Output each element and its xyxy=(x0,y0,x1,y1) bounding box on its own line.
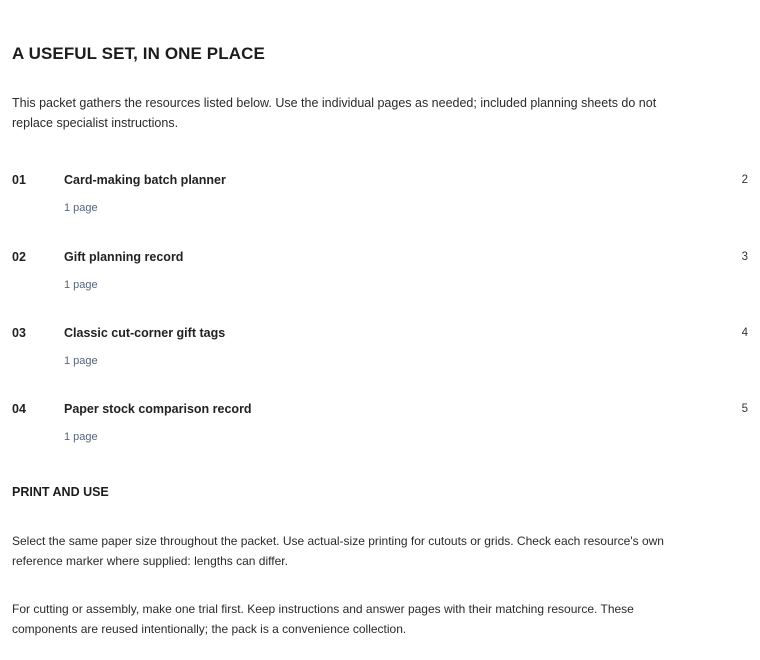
toc-entry-page-number: 4 xyxy=(741,327,748,339)
toc-entry-length: 1 page xyxy=(64,431,98,443)
toc-entry-page-number: 2 xyxy=(741,174,748,186)
page-title: A USEFUL SET, IN ONE PLACE xyxy=(12,44,265,63)
toc-entry[interactable] xyxy=(12,250,748,300)
toc-entry-page-number: 5 xyxy=(741,403,748,415)
toc-entry-number: 01 xyxy=(12,173,26,187)
toc-entry-page-number: 3 xyxy=(741,251,748,263)
toc-entry[interactable] xyxy=(12,326,748,376)
toc-entry-title[interactable]: Gift planning record xyxy=(64,250,184,264)
toc-entry-length: 1 page xyxy=(64,202,98,214)
toc-entry-title[interactable]: Paper stock comparison record xyxy=(64,402,252,416)
toc-entry-length: 1 page xyxy=(64,355,98,367)
toc-entry[interactable] xyxy=(12,173,748,223)
toc-entry-number: 04 xyxy=(12,402,26,416)
toc-entry[interactable] xyxy=(12,402,748,452)
toc-entry-length: 1 page xyxy=(64,279,98,291)
toc-entry-number: 03 xyxy=(12,326,26,340)
print-paragraph: For cutting or assembly, make one trial first. Keep instructions and answer pages with their matching resource. These components are reused intentionally; the pack is a convenience collection. xyxy=(12,602,634,636)
toc-entry-number: 02 xyxy=(12,250,26,264)
print-paragraph: Select the same paper size throughout the packet. Use actual-size printing for cutouts or grids. Check each resource's own reference marker where supplied: lengths can differ. xyxy=(12,534,664,568)
toc-entry-title[interactable]: Card-making batch planner xyxy=(64,173,226,187)
toc-entry-title[interactable]: Classic cut-corner gift tags xyxy=(64,326,226,340)
intro-paragraph: This packet gathers the resources listed below. Use the individual pages as needed; included planning sheets do not replace specialist instructions. xyxy=(12,96,657,130)
print-and-use-heading: PRINT AND USE xyxy=(12,485,109,499)
